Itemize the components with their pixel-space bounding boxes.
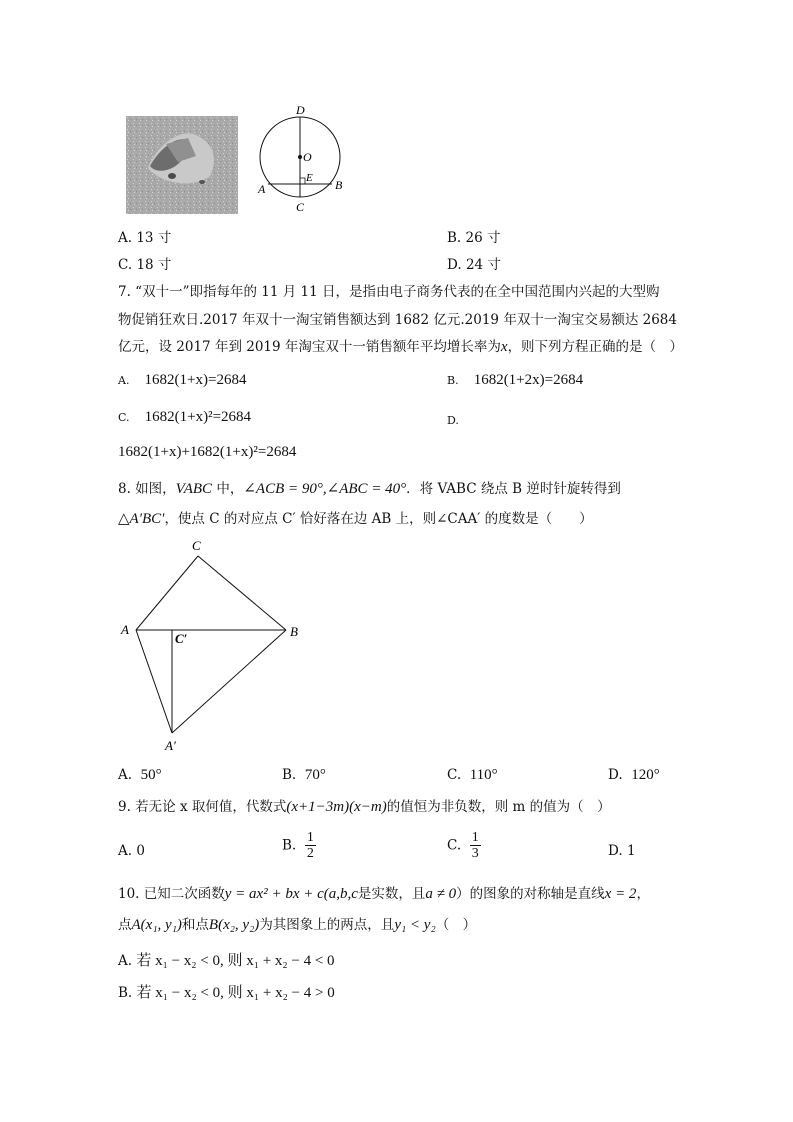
q9-option-c[interactable]: C. $\frac{1}{3}$ xyxy=(447,830,479,861)
q8-option-a[interactable]: A. 50° xyxy=(118,767,162,783)
q7-option-d-expr: 1682(1+x)+1682(1+x)²=2684 xyxy=(118,444,297,460)
q8-line-1: 8. 如图，VABC 中，∠ACB = 90°,∠ABC = 40°．将 VABC 绕点 B 逆时针旋转得到 xyxy=(118,481,621,497)
q9-option-a[interactable]: A. 0 xyxy=(118,843,145,859)
label-A: A xyxy=(121,622,129,637)
q6-option-b[interactable]: B. 26 寸 xyxy=(447,230,501,246)
triangle-diagram xyxy=(112,535,312,757)
q8-option-c[interactable]: C. 110° xyxy=(447,767,498,783)
q7-option-d[interactable]: D. xyxy=(447,414,459,427)
label-E: E xyxy=(306,172,313,184)
label-B: B xyxy=(290,624,298,639)
q8-option-b[interactable]: B. 70° xyxy=(282,767,326,783)
label-C-prime: C′ xyxy=(175,631,188,646)
q8-line-2: △A′BC′，使点 C 的对应点 C′ 恰好落在边 AB 上，则∠CAA′ 的度数是（ ） xyxy=(118,511,593,527)
label-O: O xyxy=(303,150,312,164)
q6-option-d[interactable]: D. 24 寸 xyxy=(447,257,501,273)
q6-option-c[interactable]: C. 18 寸 xyxy=(118,257,172,273)
q9-option-d[interactable]: D. 1 xyxy=(608,843,636,859)
q7-line-1: 7. “双十一”即指每年的 11 月 11 日，是指由电子商务代表的在全中国范围内兴起的大型购 xyxy=(118,284,660,300)
label-D: D xyxy=(296,103,305,117)
fraction-one-third: $\frac{1}{3}$ xyxy=(471,830,479,861)
q6-option-a[interactable]: A. 13 寸 xyxy=(118,230,172,246)
q10-option-b[interactable]: B. 若 x₁ − x₂ < 0, 则 x₁ + x₂ − 4 > 0 xyxy=(118,985,335,1001)
q10-line-1: 10. 已知二次函数y = ax² + bx + c(a,b,c是实数，且a ≠ 0）的图象的对称轴是直线x = 2， xyxy=(118,886,650,902)
label-C: C xyxy=(192,538,201,553)
q7-line-2: 物促销狂欢日.2017 年双十一淘宝销售额达到 1682 亿元.2019 年双十一淘宝交易额达 2684 xyxy=(118,312,677,328)
q7-line-3: 亿元，设 2017 年到 2019 年淘宝双十一销售额年平均增长率为x，则下列方程正确的是（ ） xyxy=(118,339,684,355)
q9-option-b[interactable]: B. $\frac{1}{2}$ xyxy=(282,830,314,861)
q7-option-b[interactable]: B. 1682(1+2x)=2684 xyxy=(447,372,584,388)
fraction-one-half: $\frac{1}{2}$ xyxy=(306,830,314,861)
q9-line: 9. 若无论 x 取何值，代数式(x+1−3m)(x−m)的值恒为非负数，则 m 的值为（ ） xyxy=(118,799,611,815)
q10-option-a[interactable]: A. 若 x₁ − x₂ < 0, 则 x₁ + x₂ − 4 < 0 xyxy=(118,953,335,969)
q7-option-a[interactable]: A. 1682(1+x)=2684 xyxy=(118,372,247,388)
q7-option-c[interactable]: C. 1682(1+x)²=2684 xyxy=(118,409,252,425)
stone-photo xyxy=(126,116,238,214)
circle-diagram xyxy=(250,100,360,215)
q10-line-2: 点A(x₁, y₁)和点B(x₂, y₂)为其图象上的两点，且y₁ < y₂（ ） xyxy=(118,917,477,933)
label-A-prime: A′ xyxy=(165,738,176,753)
label-C: C xyxy=(296,200,305,214)
label-B: B xyxy=(335,178,343,192)
q8-option-d[interactable]: D. 120° xyxy=(608,767,660,783)
label-A: A xyxy=(258,182,266,196)
